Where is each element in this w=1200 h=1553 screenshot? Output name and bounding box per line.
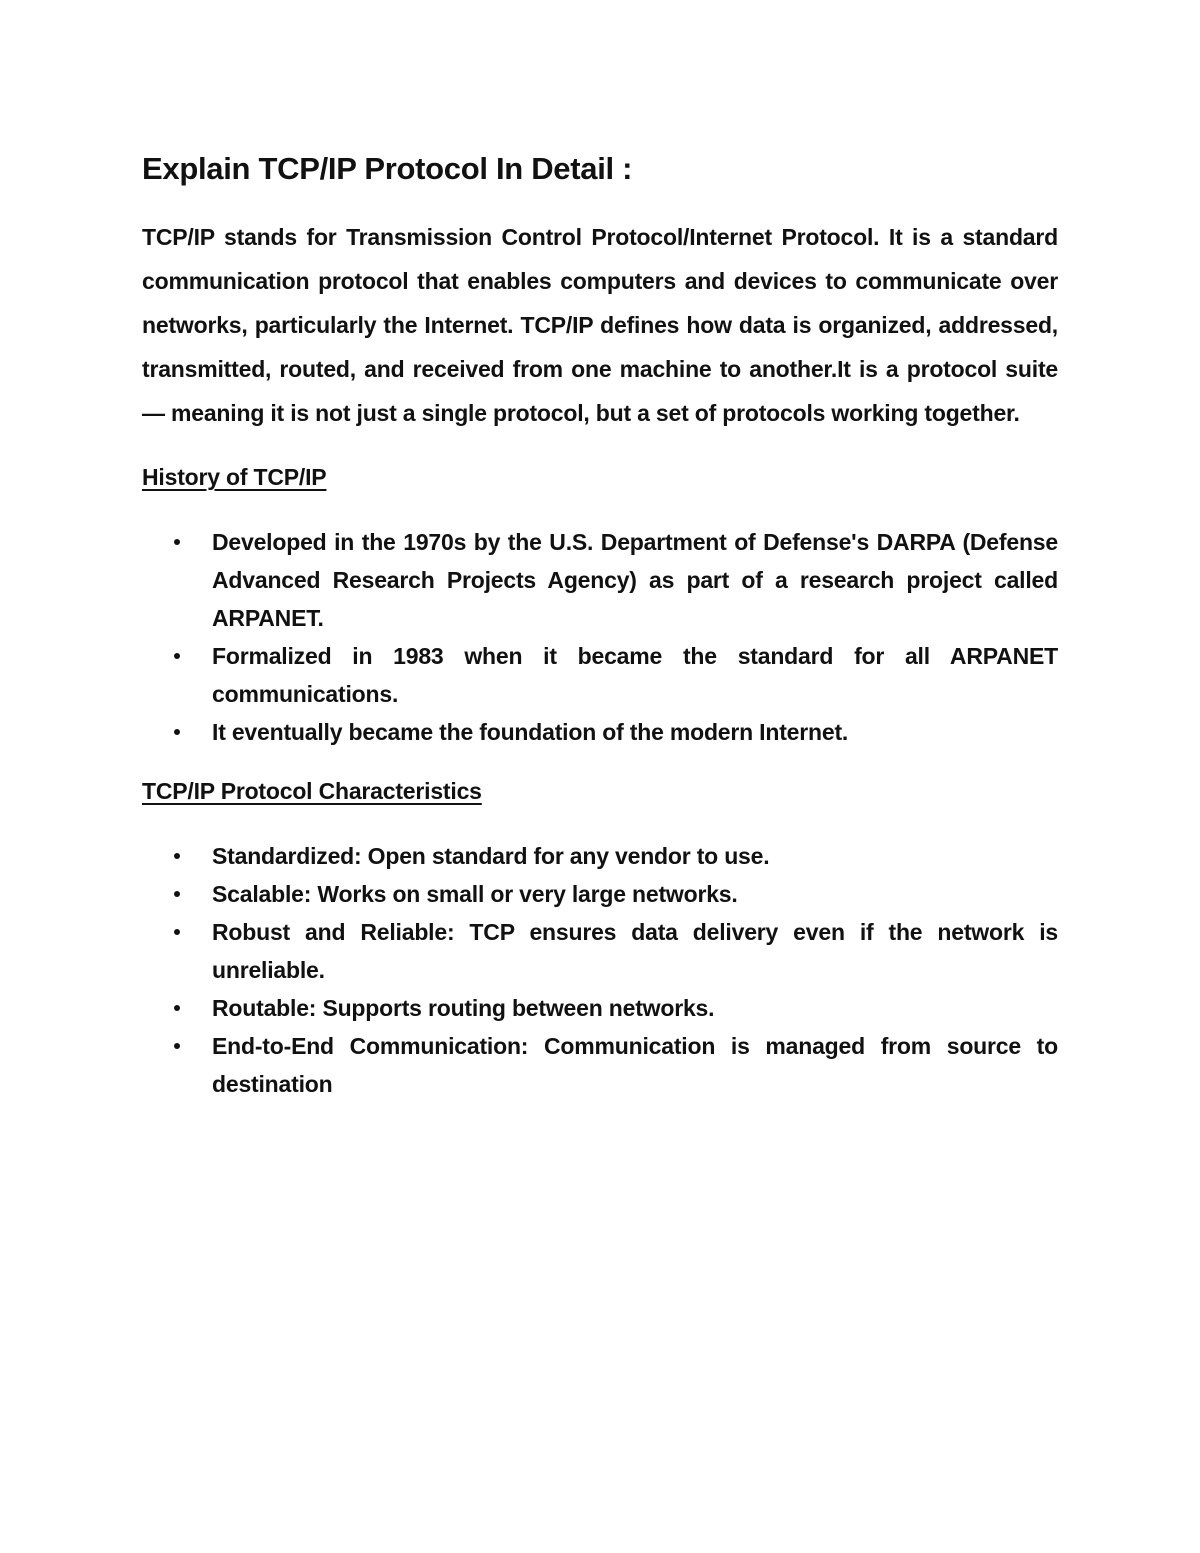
- characteristics-list: [142, 837, 1058, 1103]
- list-item-text: Developed in the 1970s by the U.S. Department of Defense's DARPA (Defense Advanced Research Projects Agency) as part of a research project called ARPANET.: [212, 529, 1058, 632]
- list-item: [212, 523, 1058, 637]
- history-list: [142, 523, 1058, 751]
- list-item: [212, 913, 1058, 989]
- bullet-icon: [174, 929, 180, 935]
- bullet-icon: [174, 653, 180, 659]
- bullet-icon: [174, 1043, 180, 1049]
- characteristics-heading: TCP/IP Protocol Characteristics: [142, 778, 482, 805]
- list-item-text: Standardized: Open standard for any vendor to use.: [212, 842, 770, 869]
- list-item-text: Routable: Supports routing between networks.: [212, 994, 715, 1021]
- intro-paragraph: TCP/IP stands for Transmission Control Protocol/Internet Protocol. It is a standard communication protocol that enables computers and devices to communicate over networks, particularly the Internet. TCP/IP defines how data is organized, addressed, transmitted, routed, and received from one machine to another.It is a protocol suite — meaning it is not just a single protocol, but a set of protocols working together.: [142, 224, 1058, 427]
- list-item: [212, 875, 1058, 913]
- bullet-icon: [174, 539, 180, 545]
- list-item: [212, 989, 1058, 1027]
- bullet-icon: [174, 729, 180, 735]
- list-item: [212, 713, 1058, 751]
- bullet-icon: [174, 853, 180, 859]
- list-item-text: Robust and Reliable: TCP ensures data delivery even if the network is unreliable.: [212, 918, 1058, 983]
- document-page: [142, 150, 1058, 1103]
- list-item: [212, 837, 1058, 875]
- list-item-text: Scalable: Works on small or very large networks.: [212, 880, 738, 907]
- list-item-text: End-to-End Communication: Communication is managed from source to destination: [212, 1032, 1058, 1097]
- list-item-text: Formalized in 1983 when it became the standard for all ARPANET communications.: [212, 643, 1058, 708]
- bullet-icon: [174, 1005, 180, 1011]
- list-item: [212, 1027, 1058, 1103]
- bullet-icon: [174, 891, 180, 897]
- history-heading: History of TCP/IP: [142, 464, 327, 491]
- document-title: Explain TCP/IP Protocol In Detail :: [142, 151, 633, 186]
- list-item-text: It eventually became the foundation of the modern Internet.: [212, 719, 849, 746]
- list-item: [212, 637, 1058, 713]
